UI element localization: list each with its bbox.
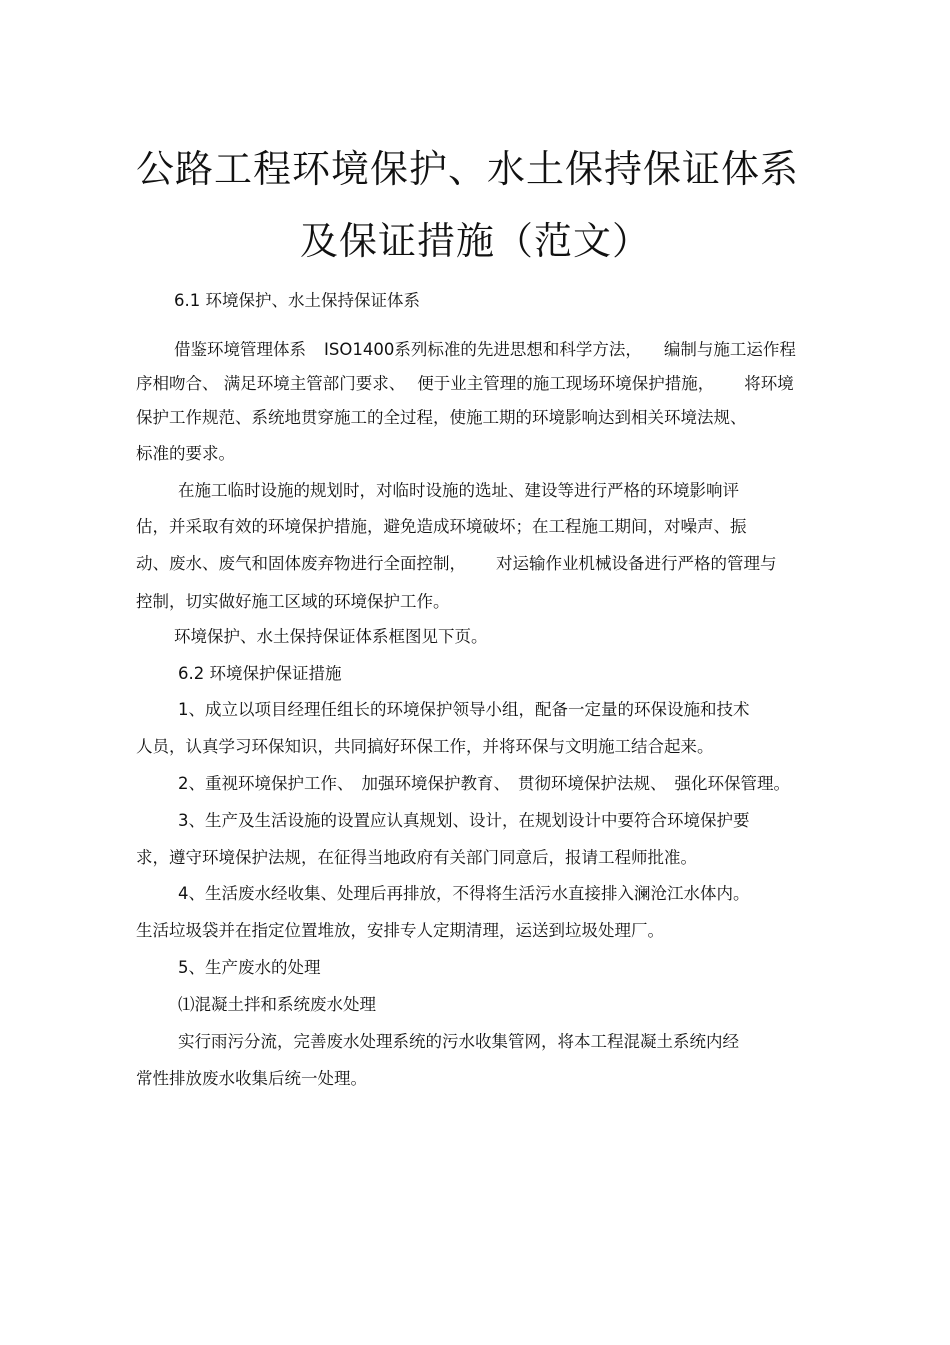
- document-title-line-2: 及保证措施（范文）: [300, 219, 652, 263]
- paragraph-1-line-3: 保护工作规范、系统地贯穿施工的全过程，使施工期的环境影响达到相关环境法规、: [136, 408, 747, 427]
- paragraph-2-line-2: 估，并采取有效的环境保护措施，避免造成环境破坏；在工程施工期间，对噪声、振: [136, 517, 747, 536]
- paragraph-2-line-3-part-b: 对运输作业机械设备进行严格的管理与: [496, 554, 777, 573]
- paragraph-1-line-1-part-c: 编制与施工运作程: [663, 340, 796, 359]
- item-1-line-2: 人员，认真学习环保知识，共同搞好环保工作，并将环保与文明施工结合起来。: [136, 737, 714, 756]
- item-2-part-c: 贯彻环境保护法规、: [518, 774, 667, 793]
- section-heading-6-1: 6.1 环境保护、水土保持保证体系: [174, 291, 420, 310]
- paragraph-1-line-1: [174, 339, 796, 361]
- paragraph-2-line-4: 控制，切实做好施工区域的环境保护工作。: [136, 592, 450, 611]
- item-1-line-1: 1、成立以项目经理任组长的环境保护领导小组，配备一定量的环保设施和技术: [178, 700, 750, 719]
- paragraph-2-line-3-part-a: 动、废水、废气和固体废弃物进行全面控制，: [136, 554, 466, 573]
- paragraph-1-line-2: [136, 373, 794, 395]
- item-2-part-d: 强化环保管理。: [674, 774, 790, 793]
- paragraph-1-line-2-part-a: 序相吻合、 满足环境主管部门要求、: [136, 374, 406, 393]
- paragraph-1-line-4: 标准的要求。: [136, 444, 235, 463]
- paragraph-1-line-2-part-c: 将环境: [744, 374, 794, 393]
- paragraph-1-line-2-part-b: 便于业主管理的施工现场环境保护措施，: [417, 374, 715, 393]
- paragraph-4-line-1: 实行雨污分流，完善废水处理系统的污水收集管网，将本工程混凝土系统内经: [178, 1032, 739, 1051]
- paragraph-4-line-2: 常性排放废水收集后统一处理。: [136, 1069, 367, 1088]
- document-title-line-1: 公路工程环境保护、水土保持保证体系: [136, 147, 800, 191]
- section-heading-6-2: 6.2 环境保护保证措施: [178, 664, 342, 683]
- item-2-line: [178, 773, 790, 795]
- item-5-subheading: ⑴混凝土拌和系统废水处理: [178, 995, 376, 1014]
- item-3-line-2: 求，遵守环境保护法规，在征得当地政府有关部门同意后，报请工程师批准。: [136, 848, 697, 867]
- item-2-part-a: 2、重视环境保护工作、: [178, 774, 354, 793]
- paragraph-1-line-1-part-b: ISO1400系列标准的先进思想和科学方法，: [324, 340, 642, 359]
- paragraph-3: 环境保护、水土保持保证体系框图见下页。: [174, 627, 488, 646]
- paragraph-1-line-1-part-a: 借鉴环境管理体系: [174, 340, 306, 359]
- item-4-line-1: 4、生活废水经收集、处理后再排放，不得将生活污水直接排入澜沧江水体内。: [178, 884, 750, 903]
- item-3-line-1: 3、生产及生活设施的设置应认真规划、设计，在规划设计中要符合环境保护要: [178, 811, 750, 830]
- paragraph-2-line-1: 在施工临时设施的规划时，对临时设施的选址、建设等进行严格的环境影响评: [178, 481, 739, 500]
- paragraph-2-line-3: [136, 553, 777, 575]
- item-5-heading: 5、生产废水的处理: [178, 958, 321, 977]
- item-2-part-b: 加强环境保护教育、: [361, 774, 510, 793]
- item-4-line-2: 生活垃圾袋并在指定位置堆放，安排专人定期清理，运送到垃圾处理厂。: [136, 921, 664, 940]
